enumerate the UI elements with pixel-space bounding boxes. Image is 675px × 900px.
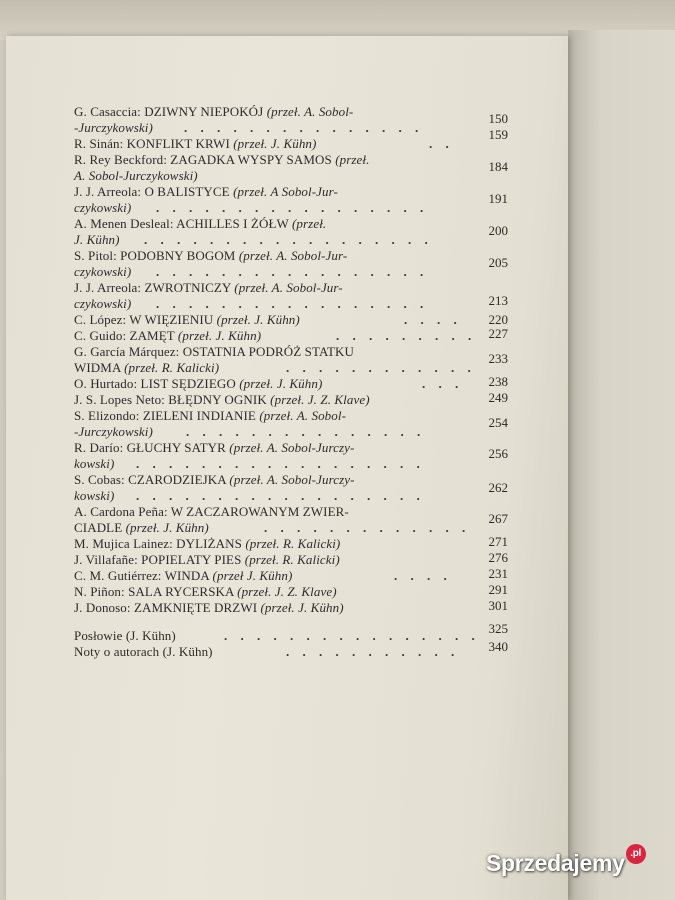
toc-entry-title-cont: kowski)	[74, 488, 115, 503]
toc-entry	[74, 582, 508, 600]
toc-entry-title: A. Menen Desleal: ACHILLES I ŻÓŁW (przeł.	[74, 216, 327, 231]
toc-page-number: 233	[488, 351, 508, 366]
toc-page-number: 184	[488, 159, 508, 174]
leader-dots: . . . . . . . . . . . . . . .	[186, 424, 426, 439]
toc-page-number: 325	[488, 621, 508, 636]
leader-dots: . . . . . . . . . . . . . . . .	[224, 628, 480, 643]
toc-page-number: 262	[488, 480, 508, 495]
watermark-badge-icon: .pl	[626, 844, 646, 864]
toc-entry-title: R. Rey Beckford: ZAGADKA WYSPY SAMOS (przeł.	[74, 152, 370, 167]
toc-entry	[74, 152, 494, 168]
leader-dots: . .	[429, 136, 454, 151]
toc-entry-title-cont: CIADLE (przeł. J. Kühn)	[74, 520, 209, 535]
toc-entry-continuation	[74, 480, 508, 504]
toc-page-number: 213	[488, 293, 508, 308]
toc-page-number: 271	[488, 534, 508, 549]
toc-page-number: 340	[488, 639, 508, 654]
toc-entry-title: J. Villafañe: POPIELATY PIES (przeł. R. Kalicki)	[74, 552, 340, 567]
leader-dots: . . . . . . . . . . . . . . . . .	[156, 264, 429, 279]
toc-entry-title: G. Casaccia: DZIWNY NIEPOKÓJ (przeł. A. Sobol-	[74, 104, 354, 119]
leader-dots: . . . . . . . . . . . . . . . . .	[156, 200, 429, 215]
section-gap	[74, 616, 494, 628]
toc-back-matter-entry	[74, 639, 508, 660]
leader-dots: . . . . . . . . . . . . . . . . .	[156, 296, 429, 311]
toc-entry-title-cont: kowski)	[74, 456, 115, 471]
toc-entry	[74, 248, 494, 264]
leader-dots: . . .	[422, 376, 464, 391]
toc-page-number: 249	[488, 390, 508, 405]
toc-entry-continuation	[74, 293, 508, 312]
leader-dots: . . . . . . . . .	[336, 328, 477, 343]
toc-entry	[74, 598, 508, 616]
watermark-text: Sprzedajemy	[486, 850, 625, 876]
toc-page-number: 191	[488, 191, 508, 206]
leader-dots: . . . . . . . . . . .	[286, 644, 460, 659]
toc-entry	[74, 326, 508, 344]
toc-entry-title: J. J. Arreola: O BALISTYCE (przeł. A Sobol-Jur-	[74, 184, 338, 199]
toc-entry	[74, 344, 494, 360]
toc-entry-title-cont: -Jurczykowski)	[74, 120, 153, 135]
toc-page-number: 159	[488, 127, 508, 142]
toc-entry-title: Posłowie (J. Kühn)	[74, 628, 176, 643]
leader-dots: . . . . . . . . . . . . . . . . . .	[136, 488, 425, 503]
toc-page-number: 238	[488, 374, 508, 389]
toc-entry	[74, 374, 508, 392]
toc-page-number: 205	[488, 255, 508, 270]
toc-entry-title-cont: -Jurczykowski)	[74, 424, 153, 439]
toc-entry	[74, 184, 494, 200]
toc-entry	[74, 550, 508, 568]
table-of-contents	[74, 104, 508, 660]
toc-page-number: 256	[488, 446, 508, 461]
toc-entry-title-cont: czykowski)	[74, 264, 132, 279]
toc-entry	[74, 408, 494, 424]
right-page-leaf	[568, 30, 675, 900]
leader-dots: . . . .	[404, 312, 462, 327]
leader-dots: . . . . . . . . . . . . . . . . . .	[136, 456, 425, 471]
toc-entry-title-cont: WIDMA (przeł. R. Kalicki)	[74, 360, 220, 375]
toc-entry-title: Noty o autorach (J. Kühn)	[74, 644, 213, 659]
leader-dots: . . . . . . . . . . . . . . .	[184, 120, 424, 135]
toc-entry-title-cont: czykowski)	[74, 296, 132, 311]
toc-entry-title: J. Donoso: ZAMKNIĘTE DRZWI (przeł. J. Kühn)	[74, 600, 344, 615]
toc-entry-title: M. Mujica Lainez: DYLIŻANS (przeł. R. Kalicki)	[74, 536, 341, 551]
toc-page-number: 231	[488, 566, 508, 581]
toc-entry	[74, 390, 508, 408]
toc-entry-title: O. Hurtado: LIST SĘDZIEGO (przeł. J. Kühn)	[74, 376, 323, 391]
toc-entry	[74, 472, 494, 488]
toc-entry-title: C. Guido: ZAMĘT (przeł. J. Kühn)	[74, 328, 262, 343]
toc-back-matter-entry	[74, 621, 508, 644]
toc-entry	[74, 104, 494, 120]
toc-entry-title: R. Sinán: KONFLIKT KRWI (przeł. J. Kühn)	[74, 136, 317, 151]
toc-entry	[74, 504, 494, 520]
leader-dots: . . . . . . . . . . . . . . . . . .	[144, 232, 433, 247]
toc-entry	[74, 440, 494, 456]
toc-entry-title: J. J. Arreola: ZWROTNICZY (przeł. A. Sobol-Jur-	[74, 280, 343, 295]
toc-entry-title-cont: A. Sobol-Jurczykowski)	[74, 168, 198, 183]
leader-dots: . . . . . . . . . . . . .	[264, 520, 471, 535]
toc-entry	[74, 312, 508, 328]
toc-entry-title-cont: czykowski)	[74, 200, 132, 215]
toc-entry-title: C. López: W WIĘZIENIU (przeł. J. Kühn)	[74, 312, 300, 327]
toc-entry-title: S. Cobas: CZARODZIEJKA (przeł. A. Sobol-Jurczy-	[74, 472, 355, 487]
toc-page-number: 267	[488, 511, 508, 526]
toc-entry-title: G. García Márquez: OSTATNIA PODRÓŻ STATKU	[74, 344, 355, 359]
toc-entry-title: N. Piñon: SALA RYCERSKA (przeł. J. Z. Klave)	[74, 584, 337, 599]
toc-entry-title: R. Darío: GŁUCHY SATYR (przeł. A. Sobol-Jurczy-	[74, 440, 355, 455]
toc-entry-title: S. Elizondo: ZIELENI INDIANIE (przeł. A. Sobol-	[74, 408, 347, 423]
toc-entry-title: S. Pitol: PODOBNY BOGOM (przeł. A. Sobol-Jur-	[74, 248, 348, 263]
toc-entry-title: C. M. Gutiérrez: WINDA (przeł J. Kühn)	[74, 568, 293, 583]
toc-page-number: 150	[488, 111, 508, 126]
toc-entry	[74, 534, 508, 552]
toc-page-number: 254	[488, 415, 508, 430]
toc-page-number: 227	[488, 326, 508, 341]
toc-entry	[74, 280, 494, 296]
toc-entry-title: J. S. Lopes Neto: BŁĘDNY OGNIK (przeł. J. Z. Klave)	[74, 392, 370, 407]
toc-page-number: 200	[488, 223, 508, 238]
leader-dots: . . . . . . . . . . . .	[286, 360, 476, 375]
toc-entry-title: A. Cardona Peña: W ZACZAROWANYM ZWIER-	[74, 504, 349, 519]
toc-entry-title-cont: J. Kühn)	[74, 232, 120, 247]
toc-entry	[74, 216, 494, 232]
toc-page-number: 301	[488, 598, 508, 613]
leader-dots: . . . .	[394, 568, 452, 583]
watermark-logo	[486, 850, 646, 877]
toc-page-number: 291	[488, 582, 508, 597]
toc-page-number: 220	[488, 312, 508, 327]
toc-entry	[74, 566, 508, 584]
toc-page-number: 276	[488, 550, 508, 565]
